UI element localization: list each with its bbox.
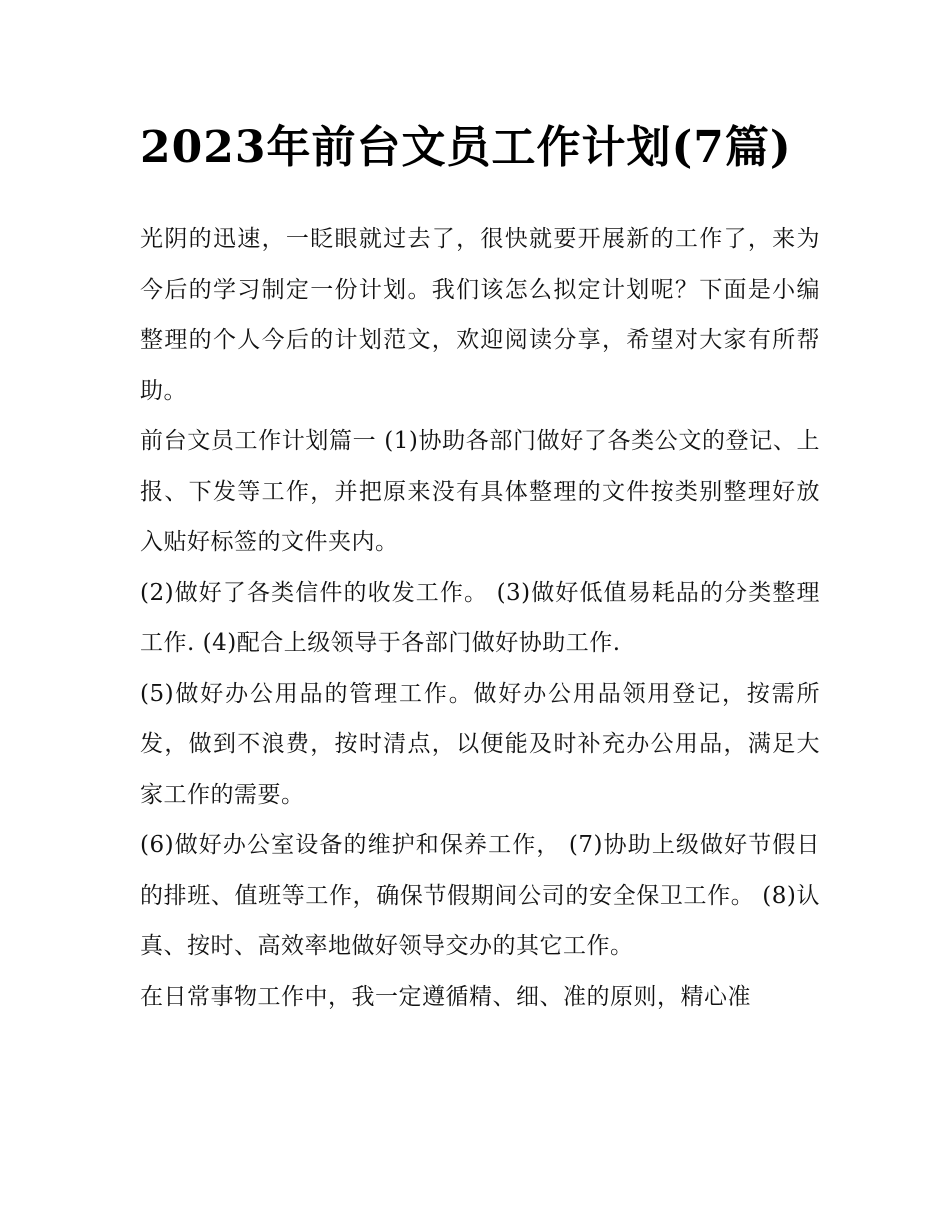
- document-page: [140, 112, 820, 1022]
- duties-6-8-paragraph: (6)做好办公室设备的维护和保养工作， (7)协助上级做好节假日的排班、值班等工作，确保节假期间公司的安全保卫工作。 (8)认真、按时、高效率地做好领导交办的其它工作。: [140, 832, 820, 959]
- intro-paragraph: 光阴的迅速，一眨眼就过去了，很快就要开展新的工作了，来为今后的学习制定一份计划。我们该怎么拟定计划呢？下面是小编整理的个人今后的计划范文，欢迎阅读分享，希望对大家有所帮助。: [140, 226, 820, 404]
- closing-paragraph: 在日常事物工作中，我一定遵循精、细、准的原则，精心准: [140, 983, 751, 1010]
- section-one-paragraph: 前台文员工作计划篇一 (1)协助各部门做好了各类公文的登记、上报、下发等工作，并把原来没有具体整理的文件按类别整理好放入贴好标签的文件夹内。: [140, 428, 820, 555]
- document-title: 2023年前台文员工作计划(7篇): [140, 122, 792, 173]
- duty-5-paragraph: (5)做好办公用品的管理工作。做好办公用品领用登记，按需所发，做到不浪费，按时清点，以便能及时补充办公用品，满足大家工作的需要。: [140, 680, 820, 808]
- duties-2-4-paragraph: (2)做好了各类信件的收发工作。 (3)做好低值易耗品的分类整理工作. (4)配合上级领导于各部门做好协助工作.: [140, 579, 820, 656]
